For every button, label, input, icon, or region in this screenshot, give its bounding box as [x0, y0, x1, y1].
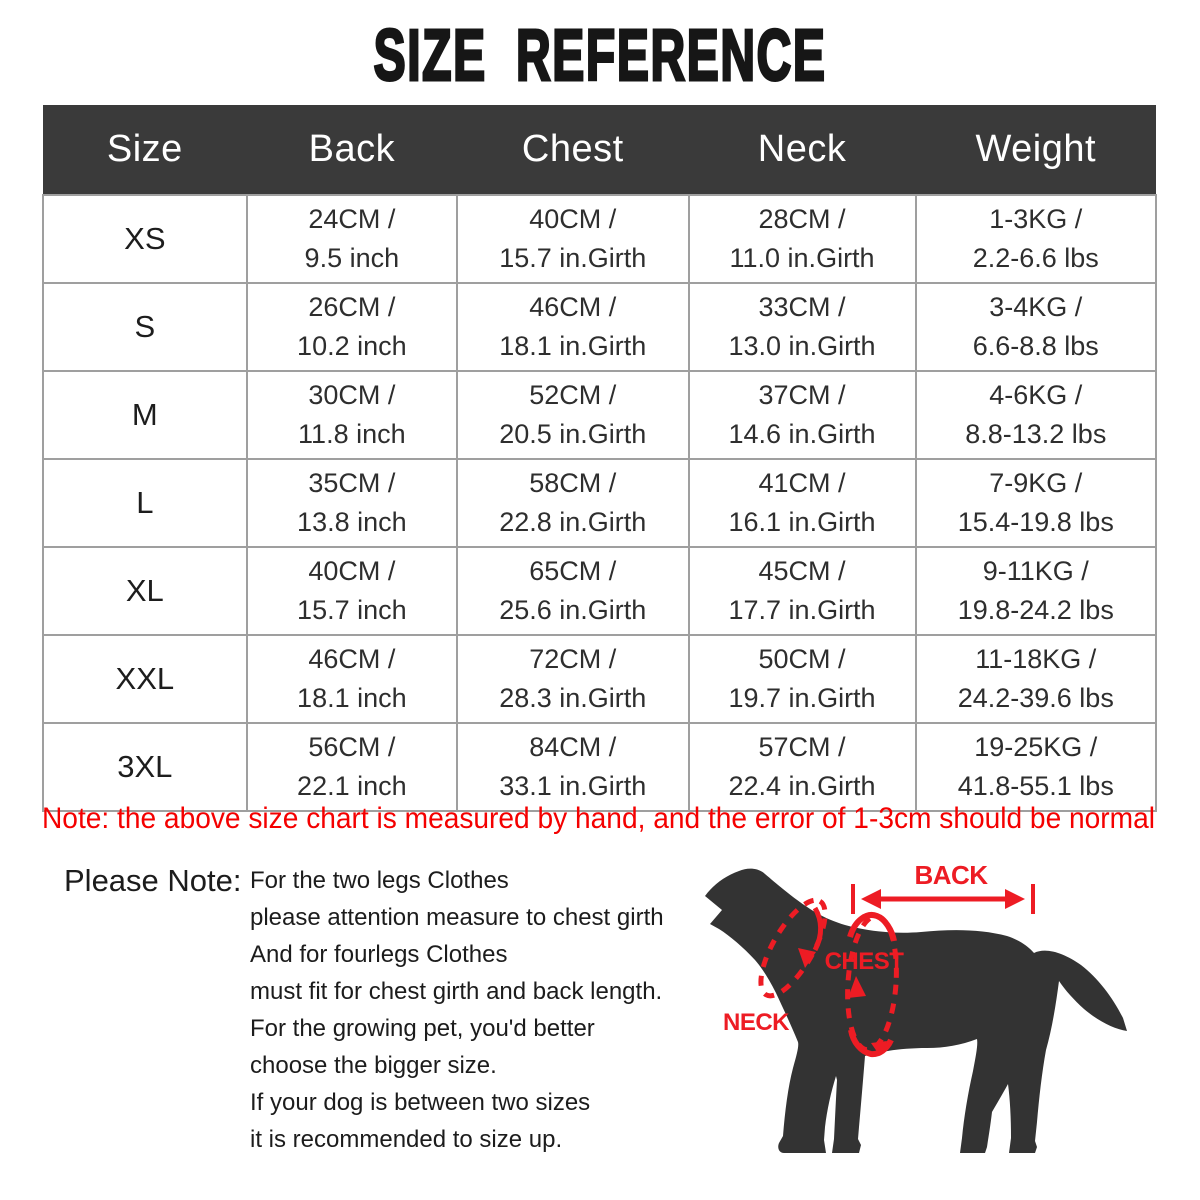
chest-value-cell [457, 723, 689, 811]
column-header-size: Size [43, 105, 247, 195]
cell-line: 9.5 inch [304, 243, 400, 273]
chest-value-cell [457, 547, 689, 635]
cell-line: 4-6KG / [989, 380, 1083, 410]
column-header-back: Back [247, 105, 457, 195]
table-row [43, 723, 1156, 811]
neck-value-cell [689, 371, 916, 459]
cell-line: 22.8 in.Girth [499, 507, 647, 537]
back-value-cell [247, 635, 457, 723]
cell-line: 7-9KG / [989, 468, 1083, 498]
neck-value-cell [689, 547, 916, 635]
size-table [42, 105, 1157, 812]
cell-line: 19.8-24.2 lbs [957, 595, 1114, 625]
note-line: it is recommended to size up. [250, 1126, 563, 1153]
weight-value-cell [916, 635, 1156, 723]
cell-line: 18.1 in.Girth [499, 331, 647, 361]
size-table-header [43, 105, 1156, 195]
cell-line: 11.0 in.Girth [729, 243, 875, 273]
chest-label: CHEST [824, 948, 904, 975]
weight-value-cell [916, 459, 1156, 547]
cell-line: 40CM / [529, 204, 617, 234]
cell-line: 30CM / [308, 380, 396, 410]
neck-value-cell [689, 195, 916, 283]
cell-line: 33CM / [758, 292, 846, 322]
back-value-cell [247, 195, 457, 283]
chest-value-cell [457, 283, 689, 371]
cell-line: 14.6 in.Girth [728, 419, 876, 449]
cell-line: 8.8-13.2 lbs [965, 419, 1107, 449]
cell-line: 28.3 in.Girth [499, 683, 647, 713]
cell-line: 19.7 in.Girth [728, 683, 876, 713]
note-line: And for fourlegs Clothes [250, 941, 508, 968]
neck-label: NECK [722, 1009, 790, 1036]
cell-line: 46CM / [308, 644, 396, 674]
table-row [43, 195, 1156, 283]
cell-line: 3-4KG / [989, 292, 1083, 322]
back-label: BACK [914, 860, 988, 890]
table-row [43, 459, 1156, 547]
back-value-cell [247, 723, 457, 811]
page-title: SIZE REFERENCE [373, 15, 827, 96]
back-value-cell [247, 459, 457, 547]
neck-value-cell [689, 723, 916, 811]
please-note-lines [250, 869, 664, 1165]
table-row [43, 635, 1156, 723]
chest-value-cell [457, 195, 689, 283]
size-label-cell: M [43, 371, 247, 459]
cell-line: 24.2-39.6 lbs [957, 683, 1114, 713]
cell-line: 10.2 inch [297, 331, 407, 361]
please-note-label: Please Note: [64, 863, 242, 898]
column-header-chest: Chest [457, 105, 689, 195]
size-label-cell: 3XL [43, 723, 247, 811]
dog-measurement-diagram [665, 840, 1195, 1200]
weight-value-cell [916, 371, 1156, 459]
size-table-body [43, 195, 1156, 811]
cell-line: 16.1 in.Girth [728, 507, 876, 537]
cell-line: 22.4 in.Girth [728, 771, 876, 801]
cell-line: 11-18KG / [975, 644, 1097, 674]
cell-line: 45CM / [758, 556, 846, 586]
cell-line: 46CM / [529, 292, 617, 322]
cell-line: 9-11KG / [982, 556, 1089, 586]
note-line: must fit for chest girth and back length. [250, 978, 663, 1005]
cell-line: 2.2-6.6 lbs [972, 243, 1099, 273]
cell-line: 18.1 inch [297, 683, 407, 713]
cell-line: 13.8 inch [297, 507, 407, 537]
note-line: If your dog is between two sizes [250, 1089, 591, 1116]
note-line: please attention measure to chest girth [250, 904, 664, 931]
chest-value-cell [457, 459, 689, 547]
back-value-cell [247, 371, 457, 459]
cell-line: 56CM / [308, 732, 396, 762]
cell-line: 33.1 in.Girth [499, 771, 647, 801]
cell-line: 17.7 in.Girth [728, 595, 876, 625]
weight-value-cell [916, 195, 1156, 283]
size-label-cell: L [43, 459, 247, 547]
back-arrowhead-left [861, 889, 881, 909]
neck-value-cell [689, 283, 916, 371]
cell-line: 11.8 inch [298, 419, 406, 449]
table-row [43, 547, 1156, 635]
note-line: choose the bigger size. [250, 1052, 497, 1079]
size-note: Note: the above size chart is measured by hand, and the error of 1-3cm should be normal [42, 802, 1155, 835]
cell-line: 20.5 in.Girth [499, 419, 647, 449]
cell-line: 15.7 inch [297, 595, 407, 625]
cell-line: 65CM / [529, 556, 617, 586]
cell-line: 50CM / [758, 644, 846, 674]
note-line: For the two legs Clothes [250, 867, 509, 894]
cell-line: 22.1 inch [297, 771, 407, 801]
size-label-cell: XS [43, 195, 247, 283]
size-label-cell: XXL [43, 635, 247, 723]
size-label-cell: S [43, 283, 247, 371]
note-line: For the growing pet, you'd better [250, 1015, 595, 1042]
cell-line: 41.8-55.1 lbs [957, 771, 1114, 801]
column-header-weight: Weight [916, 105, 1156, 195]
cell-line: 57CM / [758, 732, 846, 762]
chest-value-cell [457, 635, 689, 723]
weight-value-cell [916, 547, 1156, 635]
page-title-wrap [0, 14, 1200, 96]
cell-line: 1-3KG / [989, 204, 1083, 234]
cell-line: 15.4-19.8 lbs [957, 507, 1114, 537]
cell-line: 84CM / [529, 732, 617, 762]
back-arrowhead-right [1005, 889, 1025, 909]
cell-line: 35CM / [308, 468, 396, 498]
table-row [43, 283, 1156, 371]
cell-line: 25.6 in.Girth [499, 595, 647, 625]
neck-value-cell [689, 459, 916, 547]
cell-line: 41CM / [758, 468, 846, 498]
cell-line: 52CM / [529, 380, 617, 410]
cell-line: 24CM / [308, 204, 396, 234]
cell-line: 15.7 in.Girth [499, 243, 647, 273]
cell-line: 13.0 in.Girth [728, 331, 876, 361]
weight-value-cell [916, 283, 1156, 371]
neck-value-cell [689, 635, 916, 723]
cell-line: 6.6-8.8 lbs [972, 331, 1099, 361]
cell-line: 37CM / [758, 380, 846, 410]
size-label-cell: XL [43, 547, 247, 635]
chest-value-cell [457, 371, 689, 459]
cell-line: 26CM / [308, 292, 396, 322]
column-header-neck: Neck [689, 105, 916, 195]
weight-value-cell [916, 723, 1156, 811]
cell-line: 28CM / [758, 204, 846, 234]
cell-line: 58CM / [529, 468, 617, 498]
back-value-cell [247, 547, 457, 635]
back-value-cell [247, 283, 457, 371]
table-row [43, 371, 1156, 459]
cell-line: 19-25KG / [974, 732, 1098, 762]
cell-line: 72CM / [529, 644, 617, 674]
cell-line: 40CM / [308, 556, 396, 586]
